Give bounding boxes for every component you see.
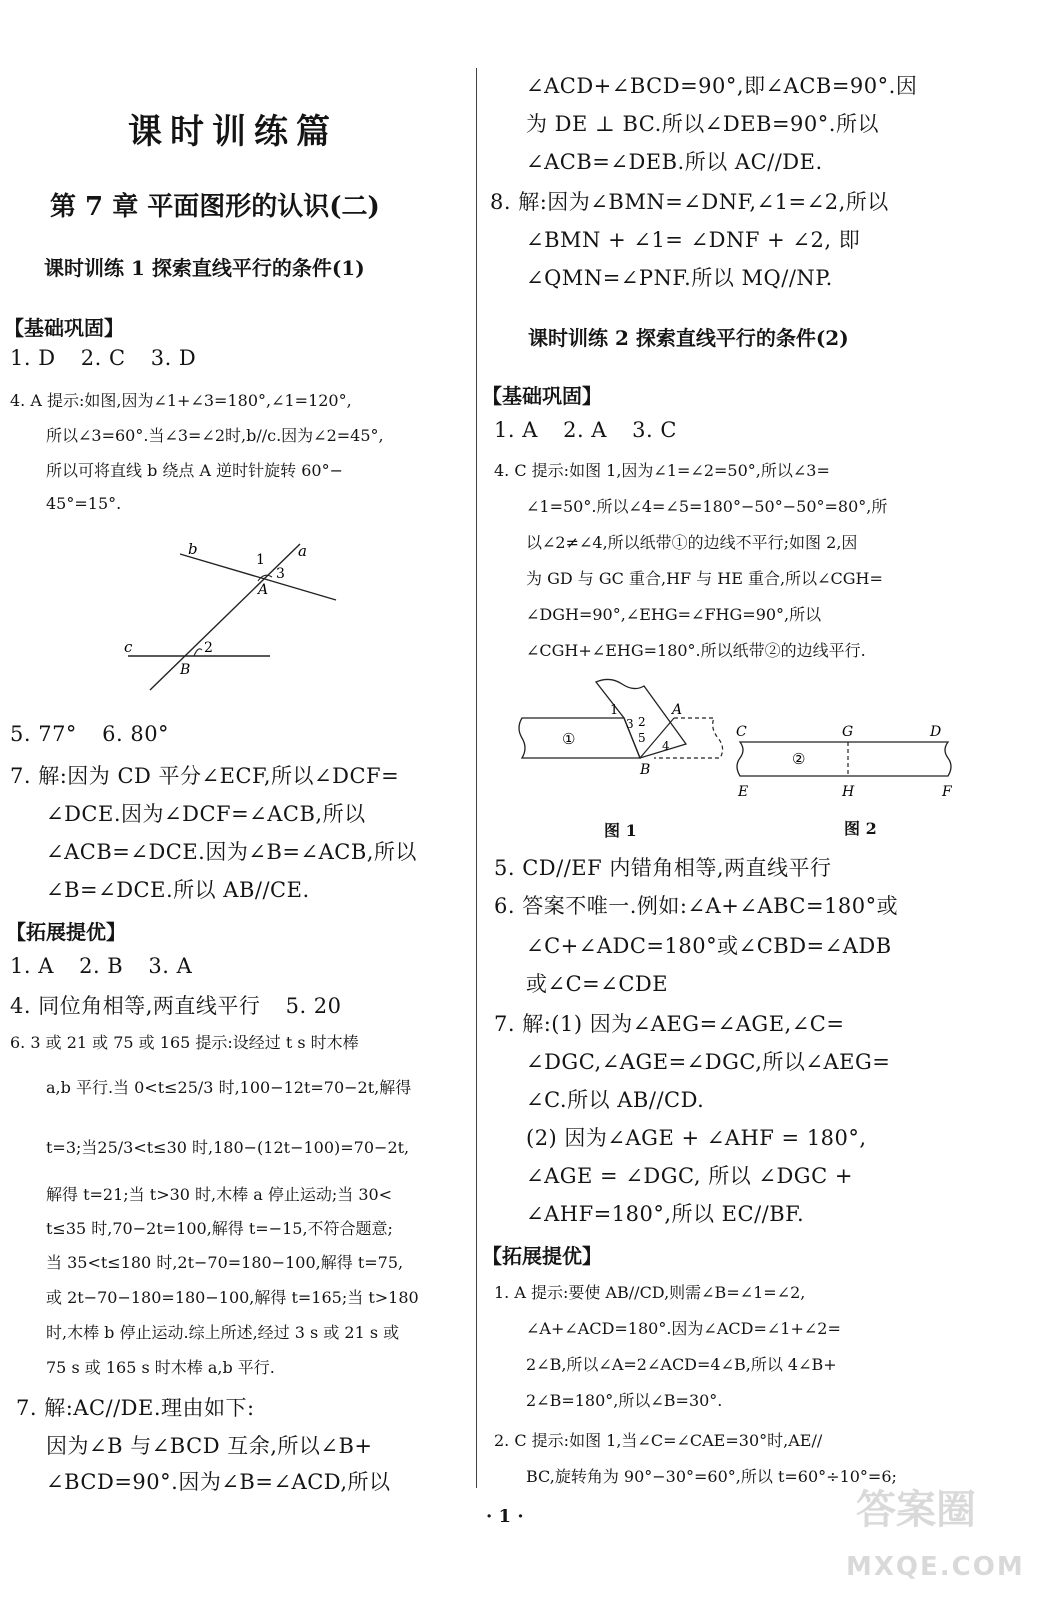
extend-answer-5: 5. 20 <box>285 994 342 1018</box>
answers-5-6 <box>10 722 169 746</box>
watermark-logo-text: 答案圈 <box>856 1487 976 1533</box>
answer-4-line-1: 4. A 提示:如图,因为∠1+∠3=180°,∠1=120°, <box>10 391 352 410</box>
label-angle-1: 1 <box>256 552 265 568</box>
page-title: 课时训练篇 <box>128 112 338 152</box>
answer-4-line-3: 所以可将直线 b 绕点 A 逆时针旋转 60°− <box>46 461 343 480</box>
label-b: b <box>188 540 198 558</box>
extend-6-line-7: 或 2t−70−180=180−100,解得 t=165;当 t>180 <box>46 1288 419 1307</box>
extend2-answer-1-line-2: ∠A+∠ACD=180°.因为∠ACD=∠1+∠2= <box>526 1319 841 1338</box>
label-angle-3: 3 <box>276 566 285 582</box>
lesson2-answer-4-line-2: ∠1=50°.所以∠4=∠5=180°−50°−50°=80°,所 <box>526 497 888 516</box>
extend-answer-3: 3. A <box>148 954 193 978</box>
extend2-answer-1-line-1: 1. A 提示:要使 AB//CD,则需∠B=∠1=∠2, <box>494 1283 806 1302</box>
label-f1-angle-3: 3 <box>626 717 634 731</box>
answer-7-line-3: ∠ACB=∠DCE.因为∠B=∠ACB,所以 <box>46 840 417 864</box>
strip-left-part <box>519 718 640 758</box>
extend2-answer-2-line-1: 2. C 提示:如图 1,当∠C=∠CAE=30°时,AE// <box>494 1431 823 1450</box>
label-f2-point-g: G <box>842 724 854 740</box>
extend-answer-2: 2. B <box>79 954 124 978</box>
extend-6-line-8: 时,木棒 b 停止运动.综上所述,经过 3 s 或 21 s 或 <box>46 1323 400 1342</box>
extend-6-line-6: 当 35<t≤180 时,2t−70=180−100,解得 t=75, <box>46 1253 404 1272</box>
extend-7-line-3: ∠BCD=90°.因为∠B=∠ACD,所以 <box>46 1470 391 1494</box>
lesson2-answer-4-line-5: ∠DGH=90°,∠EHG=∠FHG=90°,所以 <box>526 605 822 624</box>
answer-2: 2. C <box>80 346 126 370</box>
label-a: a <box>298 542 307 560</box>
continued-line-2: 为 DE ⊥ BC.所以∠DEB=90°.所以 <box>526 112 879 136</box>
lesson-2-title: 课时训练 2 探索直线平行的条件(2) <box>528 326 849 350</box>
lesson2-answer-7-line-2: ∠DGC,∠AGE=∠DGC,所以∠AEG= <box>526 1050 891 1074</box>
answer-4-line-2: 所以∠3=60°.当∠3=∠2时,b//c.因为∠2=45°, <box>46 426 384 445</box>
lesson2-answer-5: 5. CD//EF 内错角相等,两直线平行 <box>494 856 832 880</box>
answer-4-line-4: 45°=15°. <box>46 494 122 513</box>
answer-6: 6. 80° <box>102 722 170 746</box>
answers-1-3 <box>10 346 196 370</box>
lesson2-answer-4-line-3: 以∠2≠∠4,所以纸带①的边线不平行;如图 2,因 <box>526 533 858 552</box>
extend-6-line-9: 75 s 或 165 s 时木棒 a,b 平行. <box>46 1358 275 1377</box>
label-f1-angle-2: 2 <box>638 715 646 729</box>
label-circle-2: ② <box>792 750 806 768</box>
lesson2-answer-4-line-1: 4. C 提示:如图 1,因为∠1=∠2=50°,所以∠3= <box>494 461 830 480</box>
label-f1-angle-5: 5 <box>638 731 646 745</box>
lesson2-answer-6-line-1: 6. 答案不唯一.例如:∠A+∠ABC=180°或 <box>494 894 899 918</box>
extend-answers-4-5 <box>10 990 342 1020</box>
extend-7-line-1: 7. 解:AC//DE.理由如下: <box>16 1396 255 1420</box>
extend2-answer-2-line-2: BC,旋转角为 90°−30°=60°,所以 t=60°÷10°=6; <box>526 1467 897 1486</box>
lesson2-answer-6-line-2: ∠C+∠ADC=180°或∠CBD=∠ADB <box>526 934 892 958</box>
continued-line-3: ∠ACB=∠DEB.所以 AC//DE. <box>526 150 823 174</box>
watermark-url: MXQE.COM <box>846 1552 1025 1582</box>
section-extend-right: 【拓展提优】 <box>482 1244 602 1268</box>
label-c: c <box>124 638 133 656</box>
lesson2-answer-4-line-4: 为 GD 与 GC 重合,HF 与 HE 重合,所以∠CGH= <box>526 569 883 588</box>
lesson2-answer-7-line-1: 7. 解:(1) 因为∠AEG=∠AGE,∠C= <box>494 1012 845 1036</box>
paper-strip-figure-2 <box>730 720 970 800</box>
lesson2-answer-6-line-3: 或∠C=∠CDE <box>526 972 669 996</box>
label-f2-point-h: H <box>842 784 855 800</box>
label-f1-point-a: A <box>672 702 683 718</box>
continued-line-1: ∠ACD+∠BCD=90°,即∠ACB=90°.因 <box>526 74 918 98</box>
answer-5: 5. 77° <box>10 722 77 746</box>
label-point-a: A <box>258 582 269 598</box>
lesson2-answer-3: 3. C <box>632 418 677 442</box>
extend-6-line-4: 解得 t=21;当 t>30 时,木棒 a 停止运动;当 30< <box>46 1185 393 1204</box>
lesson2-answers-1-3 <box>494 418 677 442</box>
watermark-logo <box>856 1478 976 1535</box>
lesson2-answer-4-line-6: ∠CGH+∠EHG=180°.所以纸带②的边线平行. <box>526 641 866 660</box>
extend-6-line-1: 6. 3 或 21 或 75 或 165 提示:设经过 t s 时木棒 <box>10 1033 359 1052</box>
answer-7-line-1: 7. 解:因为 CD 平分∠ECF,所以∠DCF= <box>10 764 400 788</box>
section-basic-right: 【基础巩固】 <box>482 384 602 408</box>
lesson-1-title: 课时训练 1 探索直线平行的条件(1) <box>44 256 365 280</box>
answer-1: 1. D <box>10 346 56 370</box>
extend-6-line-2: a,b 平行.当 0<t≤25/3 时,100−12t=70−2t,解得 <box>46 1078 412 1097</box>
label-f2-point-e: E <box>738 784 749 800</box>
lesson2-answer-7-line-5: ∠AGE = ∠DGC, 所以 ∠DGC + <box>526 1164 853 1188</box>
section-extend-left: 【拓展提优】 <box>6 920 126 944</box>
extend2-answer-1-line-4: 2∠B=180°,所以∠B=30°. <box>526 1391 723 1410</box>
label-f1-angle-1: 1 <box>610 703 619 718</box>
lesson2-answer-7-line-4: (2) 因为∠AGE + ∠AHF = 180°, <box>526 1126 867 1150</box>
strip-2-outline <box>737 742 951 776</box>
extend-6-line-5: t≤35 时,70−2t=100,解得 t=−15,不符合题意; <box>46 1219 393 1238</box>
extend-answer-1: 1. A <box>10 954 54 978</box>
parallel-lines-figure <box>110 530 350 700</box>
lesson2-answer-2: 2. A <box>563 418 607 442</box>
label-f2-point-c: C <box>736 724 747 740</box>
extend-answer-4: 4. 同位角相等,两直线平行 <box>10 994 261 1018</box>
lesson2-answer-1: 1. A <box>494 418 538 442</box>
lesson2-answer-7-line-6: ∠AHF=180°,所以 EC//BF. <box>526 1202 805 1226</box>
answer-8-line-3: ∠QMN=∠PNF.所以 MQ//NP. <box>526 266 833 290</box>
column-divider <box>476 68 477 1488</box>
figure-2-caption: 图 2 <box>844 819 877 838</box>
label-f1-angle-4: 4 <box>662 739 670 753</box>
label-f1-point-b: B <box>640 762 651 778</box>
answer-8-line-1: 8. 解:因为∠BMN=∠DNF,∠1=∠2,所以 <box>490 190 889 214</box>
section-basic-left: 【基础巩固】 <box>4 316 124 340</box>
figure-1-caption: 图 1 <box>604 821 637 840</box>
answer-7-line-2: ∠DCE.因为∠DCF=∠ACB,所以 <box>46 802 366 826</box>
extend-answers-1-3 <box>10 954 192 978</box>
label-f2-point-d: D <box>930 724 942 740</box>
extend-7-line-2: 因为∠B 与∠BCD 互余,所以∠B+ <box>46 1434 373 1458</box>
angle-arc-2 <box>194 649 202 656</box>
chapter-title: 第 7 章 平面图形的认识(二) <box>50 192 380 222</box>
extend-6-line-3: t=3;当25/3<t≤30 时,180−(12t−100)=70−2t, <box>46 1138 410 1157</box>
label-angle-2: 2 <box>204 640 213 656</box>
answer-8-line-2: ∠BMN + ∠1= ∠DNF + ∠2, 即 <box>526 228 861 252</box>
label-circle-1: ① <box>562 730 576 748</box>
paper-strip-figure-1 <box>514 674 734 804</box>
lesson2-answer-7-line-3: ∠C.所以 AB//CD. <box>526 1088 705 1112</box>
label-point-b: B <box>180 662 191 678</box>
page-number: · 1 · <box>486 1506 524 1527</box>
label-f2-point-f: F <box>942 784 952 800</box>
answer-3: 3. D <box>150 346 197 370</box>
extend2-answer-1-line-3: 2∠B,所以∠A=2∠ACD=4∠B,所以 4∠B+ <box>526 1355 837 1374</box>
answer-7-line-4: ∠B=∠DCE.所以 AB//CE. <box>46 878 310 902</box>
